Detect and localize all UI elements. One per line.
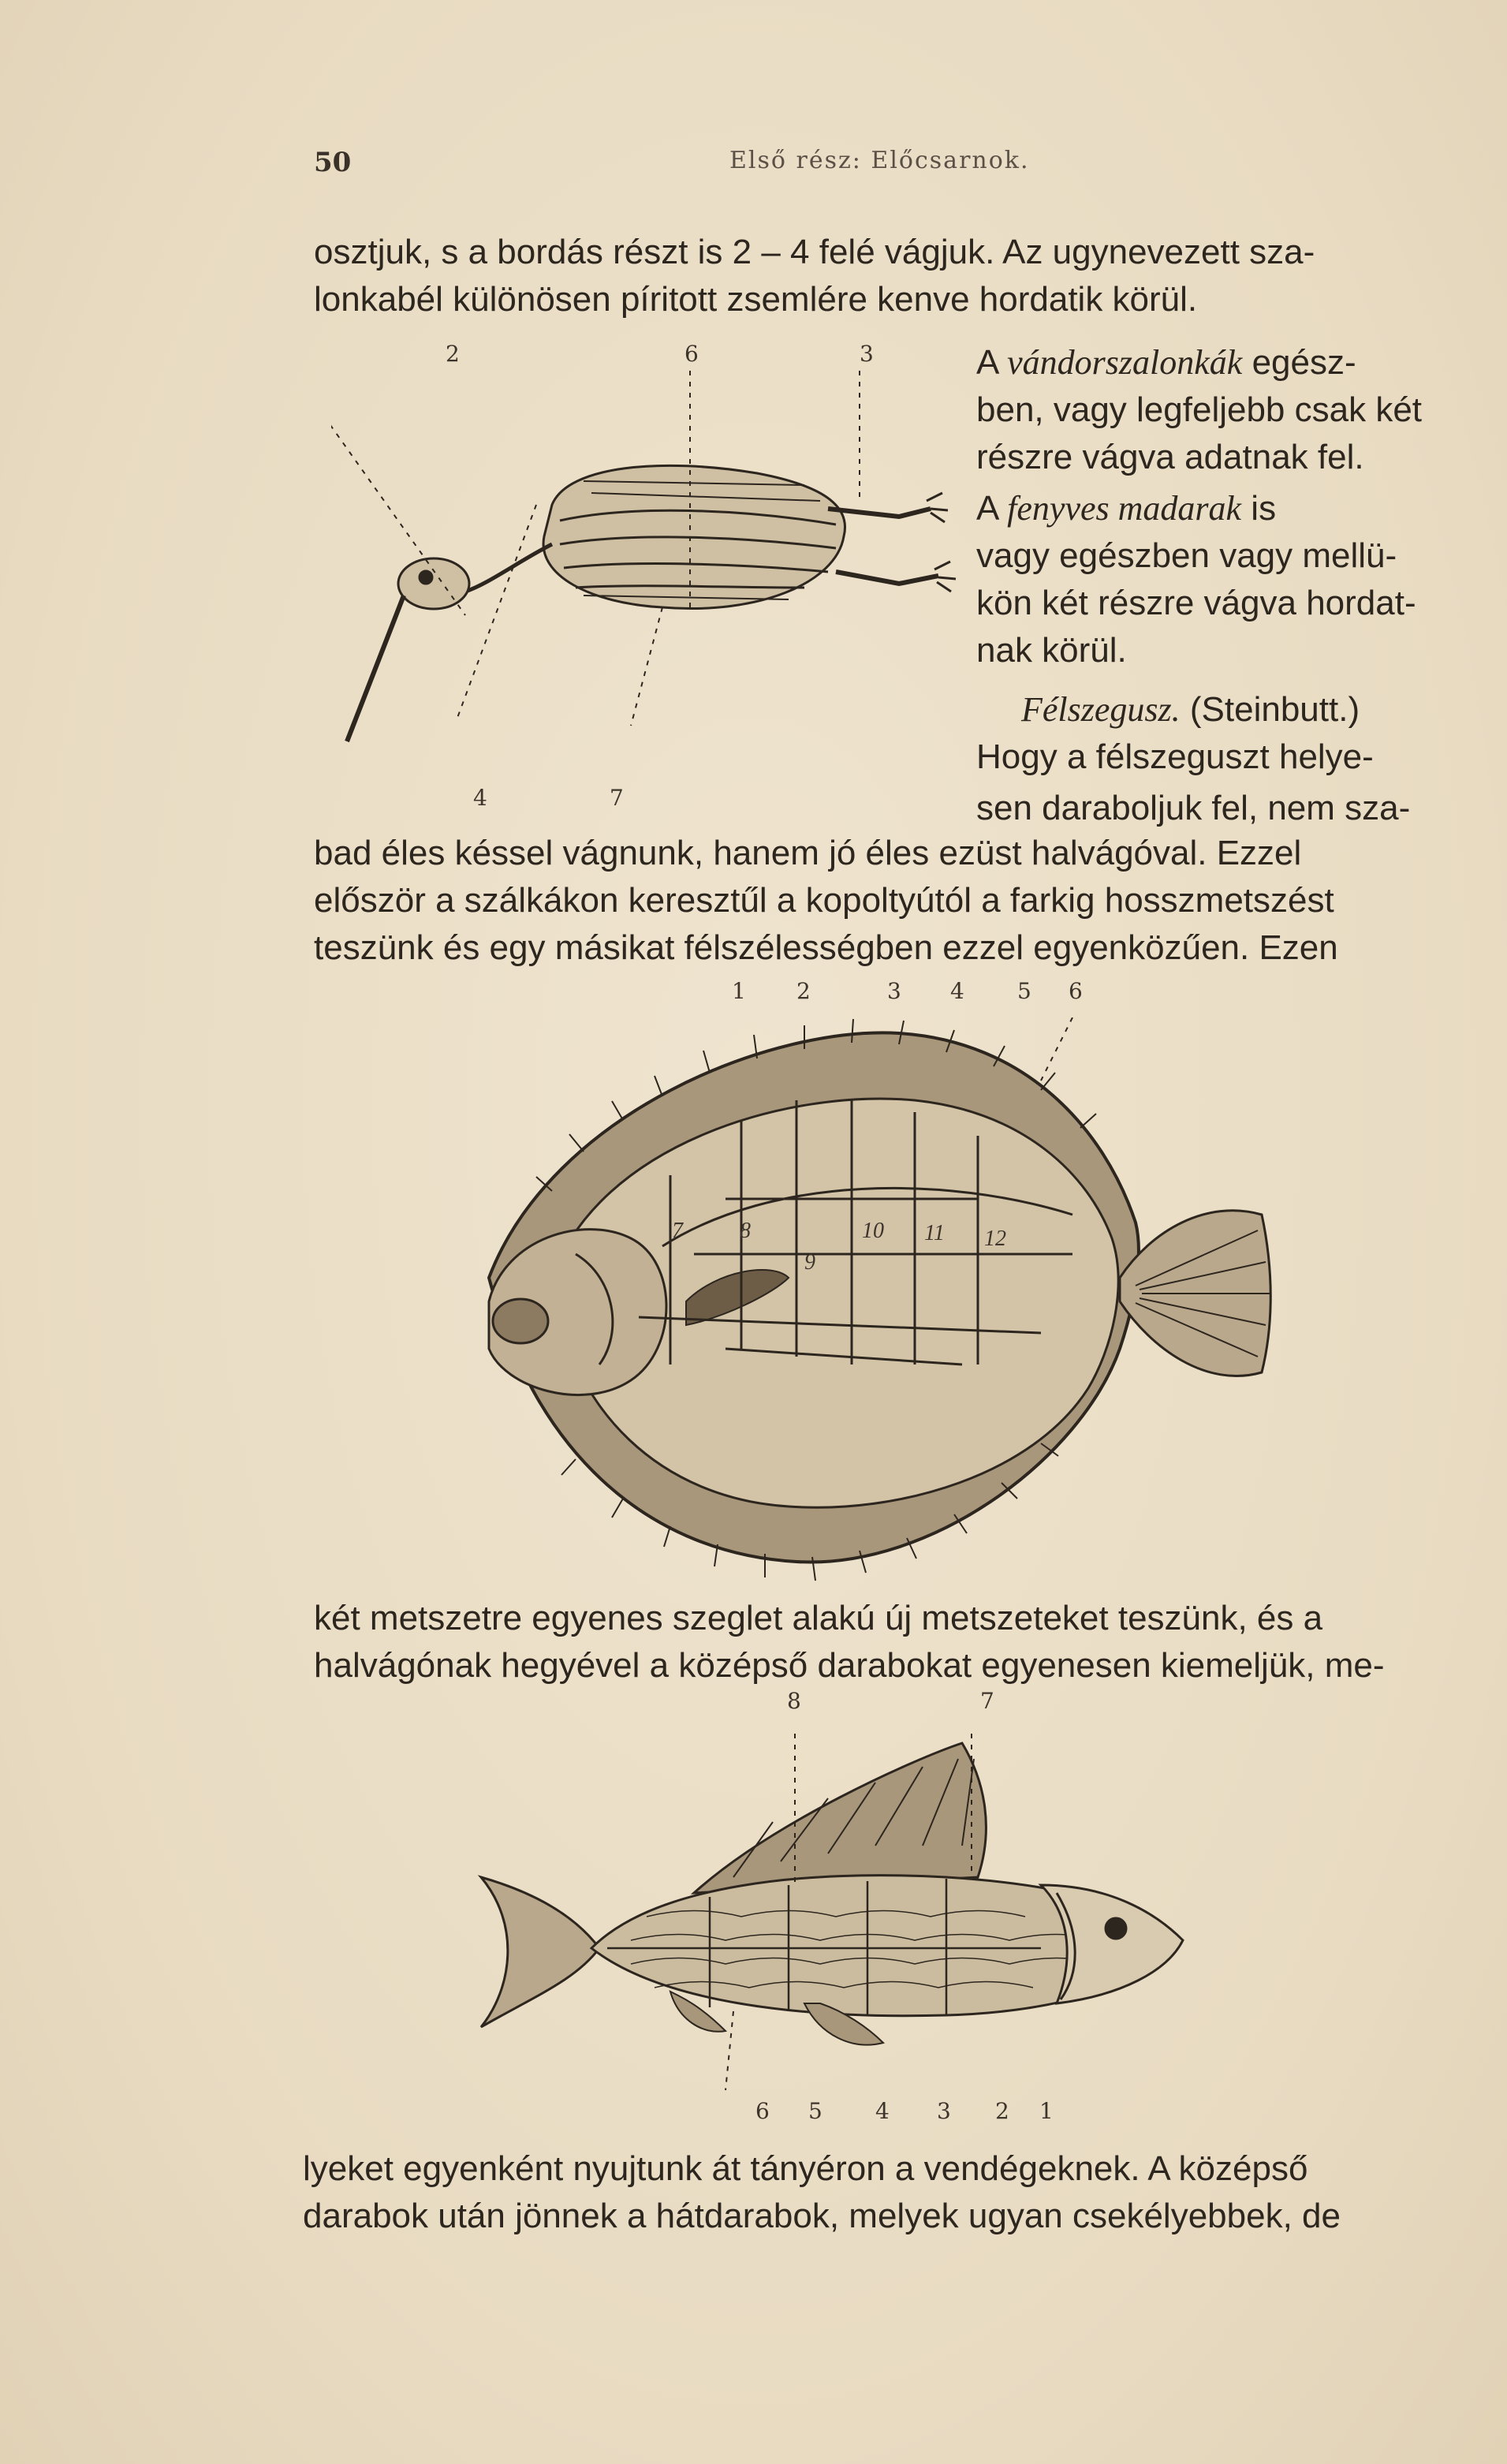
carp-label: 3 <box>937 2098 951 2124</box>
carp-label: 5 <box>808 2098 823 2124</box>
turbot-inner-label: 8 <box>740 1219 751 1243</box>
text-line: halvágónak hegyével a középső darabokat egyenesen kiemeljük, me- <box>314 1646 1385 1685</box>
turbot-inner-label: 10 <box>862 1219 884 1243</box>
turbot-label: 3 <box>887 978 901 1004</box>
text-line: nak körül. <box>976 631 1127 670</box>
running-title: Első rész: Előcsarnok. <box>729 147 1030 174</box>
bird-label: 3 <box>860 341 874 367</box>
text-line: vagy egészben vagy mellü- <box>976 536 1397 575</box>
text-line: lonkabél különösen píritott zsemlére kenve hordatik körül. <box>314 280 1198 319</box>
carp-label: 7 <box>980 1688 994 1714</box>
turbot-inner-label: 12 <box>984 1226 1006 1251</box>
page-number: 50 <box>314 147 352 178</box>
turbot-inner-label: 7 <box>672 1219 683 1243</box>
text-line: Hogy a félszeguszt helye- <box>976 737 1374 776</box>
text-line: A vándorszalonkák egész- <box>976 343 1356 382</box>
text-line: először a szálkákon keresztűl a kopoltyútól a farkig hosszmetszést <box>314 881 1334 920</box>
text-line: részre vágva adatnak fel. <box>976 438 1364 476</box>
turbot-label: 4 <box>950 978 964 1004</box>
turbot-inner-label: 11 <box>924 1221 945 1245</box>
bird-label: 7 <box>610 785 624 811</box>
text-line: sen daraboljuk fel, nem sza- <box>976 789 1411 827</box>
carp-label: 8 <box>787 1688 801 1714</box>
text-line: lyeket egyenként nyujtunk át tányéron a vendégeknek. A középső <box>303 2149 1308 2188</box>
carp-label: 2 <box>995 2098 1009 2124</box>
turbot-label: 2 <box>796 978 811 1004</box>
text-line: kön két részre vágva hordat- <box>976 584 1416 622</box>
snipe-illustration <box>331 347 962 836</box>
turbot-label: 5 <box>1017 978 1031 1004</box>
carp-illustration <box>473 1727 1285 2106</box>
text-line: A fenyves madarak is <box>976 489 1277 528</box>
bird-label: 6 <box>684 341 699 367</box>
text-line: Félszegusz. (Steinbutt.) <box>1021 690 1360 729</box>
bird-label: 4 <box>473 785 487 811</box>
text-line: osztjuk, s a bordás részt is 2 – 4 felé vágjuk. Az ugynevezett sza- <box>314 233 1315 271</box>
text-line: ben, vagy legfeljebb csak két <box>976 390 1423 429</box>
text-line: két metszetre egyenes szeglet alakú új metszeteket teszünk, és a <box>314 1599 1323 1637</box>
bird-label: 2 <box>446 341 460 367</box>
text-line: darabok után jönnek a hátdarabok, melyek ugyan csekélyebbek, de <box>303 2197 1341 2235</box>
turbot-inner-label: 9 <box>804 1250 815 1275</box>
carp-label: 4 <box>875 2098 890 2124</box>
turbot-label: 6 <box>1069 978 1083 1004</box>
text-line: teszünk és egy másikat félszélességben ezzel egyenközűen. Ezen <box>314 928 1338 967</box>
carp-label: 1 <box>1039 2098 1054 2124</box>
carp-label: 6 <box>755 2098 770 2124</box>
turbot-illustration <box>457 1017 1278 1585</box>
text-line: bad éles késsel vágnunk, hanem jó éles ezüst halvágóval. Ezzel <box>314 834 1302 872</box>
turbot-label: 1 <box>732 978 746 1004</box>
